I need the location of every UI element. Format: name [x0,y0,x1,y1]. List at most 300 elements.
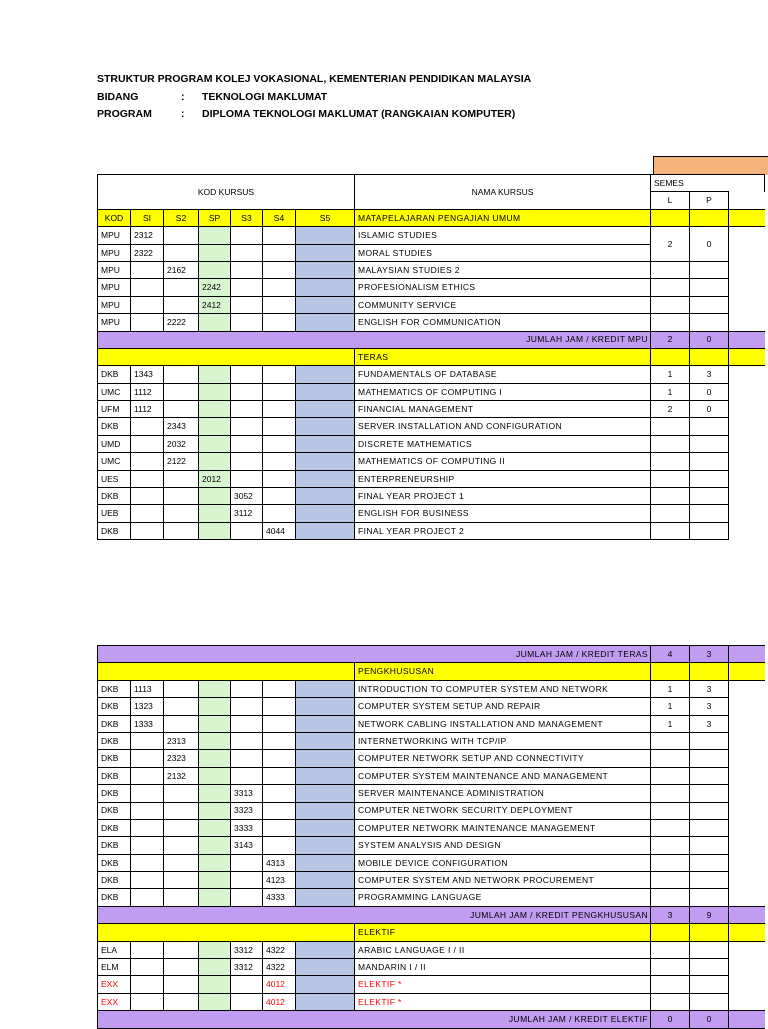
cell-sp [199,418,231,435]
section-title: ELEKTIF [355,924,651,941]
cell-sp [199,261,231,278]
cell-s4 [263,488,296,505]
cell-s3: 3333 [231,819,263,836]
cell-P: 0 [690,401,729,418]
course-name: ELEKTIF * [355,976,651,993]
table-row [98,889,765,906]
cell-kod: DKB [98,522,131,539]
margin-cell [729,715,765,732]
total-L: 0 [651,1011,690,1028]
cell-s2 [164,785,199,802]
course-table-upper [97,174,765,540]
cell-si [131,872,164,889]
document-header [97,71,531,124]
course-name: MALAYSIAN STUDIES 2 [355,261,651,278]
header-spacer [729,192,765,209]
table-row [98,837,765,854]
cell-sp [199,244,231,261]
cell-si: 1323 [131,698,164,715]
cell-s3: 3323 [231,802,263,819]
margin-cell [729,296,765,313]
total-row-teras [98,646,765,663]
cell-L [651,750,690,767]
cell-si [131,785,164,802]
cell-s3 [231,698,263,715]
cell-si [131,296,164,313]
cell-P: 0 [690,383,729,400]
cell-P [690,854,729,871]
cell-L [651,732,690,749]
cell-kod: DKB [98,889,131,906]
cell-si: 1333 [131,715,164,732]
cell-s2 [164,296,199,313]
yellow-cell [690,924,729,941]
margin-cell [729,680,765,697]
yellow-cell [729,924,765,941]
table-row [98,993,765,1010]
total-row-elektif [98,1011,765,1028]
cell-si [131,976,164,993]
cell-si [131,488,164,505]
section-title-mpu: MATAPELAJARAN PENGAJIAN UMUM [355,209,651,226]
course-name: ISLAMIC STUDIES [355,227,651,244]
cell-sp [199,366,231,383]
table-row [98,488,765,505]
cell-L [651,418,690,435]
cell-L [651,872,690,889]
course-name: PROGRAMMING LANGUAGE [355,889,651,906]
course-name: MATHEMATICS OF COMPUTING I [355,383,651,400]
cell-s3 [231,314,263,331]
cell-kod: UMC [98,383,131,400]
table-row [98,872,765,889]
cell-s2 [164,680,199,697]
cell-s5 [296,435,355,452]
margin-cell [729,698,765,715]
cell-P: 3 [690,366,729,383]
table-row [98,522,765,539]
cell-kod: DKB [98,872,131,889]
table-row [98,401,765,418]
cell-L [651,837,690,854]
cell-s5 [296,453,355,470]
course-name: DISCRETE MATHEMATICS [355,435,651,452]
cell-s5 [296,837,355,854]
total-P: 9 [690,906,729,923]
cell-s5 [296,261,355,278]
cell-kod: DKB [98,418,131,435]
cell-s5 [296,941,355,958]
cell-sp [199,488,231,505]
cell-si: 1343 [131,366,164,383]
margin-cell [729,854,765,871]
cell-s4 [263,227,296,244]
cell-kod: UMC [98,453,131,470]
kod-kursus-header: KOD KURSUS [98,175,355,210]
yellow-cell [651,209,690,226]
cell-s5 [296,488,355,505]
margin-cell [729,383,765,400]
yellow-cell [690,348,729,365]
cell-s4 [263,767,296,784]
cell-P [690,785,729,802]
cell-P [690,522,729,539]
cell-s5 [296,383,355,400]
yellow-cell [98,663,355,680]
margin-cell [729,314,765,331]
cell-L [651,889,690,906]
cell-s5 [296,959,355,976]
cell-s5 [296,976,355,993]
margin-cell [729,244,765,261]
cell-L [651,522,690,539]
course-name: INTRODUCTION TO COMPUTER SYSTEM AND NETWORK [355,680,651,697]
cell-kod: DKB [98,698,131,715]
col-sp: SP [199,209,231,226]
table-row [98,418,765,435]
cell-s3 [231,470,263,487]
cell-sp: 2412 [199,296,231,313]
yellow-cell [690,209,729,226]
cell-L [651,767,690,784]
cell-s3: 3143 [231,837,263,854]
cell-sp [199,976,231,993]
cell-s4: 4012 [263,993,296,1010]
cell-s2 [164,854,199,871]
cell-sp [199,959,231,976]
cell-s4 [263,802,296,819]
cell-s5 [296,401,355,418]
cell-s5 [296,785,355,802]
cell-s3 [231,279,263,296]
cell-L [651,296,690,313]
cell-P [690,889,729,906]
margin-cell [729,488,765,505]
nama-kursus-header: NAMA KURSUS [355,175,651,210]
cell-kod: MPU [98,261,131,278]
cell-s5 [296,993,355,1010]
table-row [98,680,765,697]
cell-s2 [164,522,199,539]
cell-s5 [296,227,355,244]
yellow-cell [651,924,690,941]
cell-s2 [164,872,199,889]
cell-s4 [263,698,296,715]
cell-si [131,453,164,470]
cell-s5 [296,366,355,383]
cell-s2 [164,698,199,715]
cell-L: 1 [651,383,690,400]
margin-cell [729,889,765,906]
cell-s2 [164,819,199,836]
cell-s5 [296,698,355,715]
cell-s4 [263,261,296,278]
table-row [98,785,765,802]
cell-sp [199,750,231,767]
margin-cell [729,505,765,522]
margin-cell [729,750,765,767]
cell-s2: 2343 [164,418,199,435]
cell-L [651,435,690,452]
yellow-cell [651,663,690,680]
cell-s3: 3052 [231,488,263,505]
cell-s5 [296,889,355,906]
cell-si [131,314,164,331]
margin-cell [729,959,765,976]
cell-s2 [164,837,199,854]
table-row [98,505,765,522]
table-row [98,802,765,819]
cell-L [651,959,690,976]
cell-s5 [296,767,355,784]
cell-s5 [296,715,355,732]
course-name: COMPUTER NETWORK SETUP AND CONNECTIVITY [355,750,651,767]
table-row [98,261,765,278]
col-si: SI [131,209,164,226]
cell-kod: EXX [98,976,131,993]
cell-s4: 4012 [263,976,296,993]
cell-s4 [263,453,296,470]
course-name: PROFESIONALISM ETHICS [355,279,651,296]
cell-sp [199,872,231,889]
cell-s3 [231,732,263,749]
margin-cell [729,418,765,435]
cell-P [690,872,729,889]
P-header: P [690,192,729,209]
cell-s3 [231,453,263,470]
cell-kod: DKB [98,750,131,767]
table-row [98,732,765,749]
cell-L [651,470,690,487]
col-s5: S5 [296,209,355,226]
cell-sp [199,698,231,715]
cell-kod: MPU [98,244,131,261]
cell-s2 [164,488,199,505]
table-row [98,453,765,470]
table-row [98,470,765,487]
purple-cell [729,331,765,348]
cell-kod: DKB [98,785,131,802]
cell-s3: 3112 [231,505,263,522]
cell-kod: MPU [98,279,131,296]
table-row [98,854,765,871]
cell-sp [199,802,231,819]
cell-kod: ELM [98,959,131,976]
cell-P-merged: 0 [690,227,729,262]
cell-si [131,941,164,958]
cell-s5 [296,505,355,522]
cell-kod: DKB [98,767,131,784]
cell-si [131,279,164,296]
total-L: 4 [651,646,690,663]
cell-L [651,279,690,296]
total-L: 2 [651,331,690,348]
cell-s3 [231,227,263,244]
cell-s4: 4313 [263,854,296,871]
cell-kod: UEB [98,505,131,522]
semester-header-bar [653,156,768,175]
cell-s4: 4322 [263,941,296,958]
cell-s2 [164,802,199,819]
cell-kod: DKB [98,837,131,854]
total-L: 3 [651,906,690,923]
course-name: FINAL YEAR PROJECT 1 [355,488,651,505]
cell-kod: DKB [98,488,131,505]
total-label: JUMLAH JAM / KREDIT MPU [98,331,651,348]
cell-P [690,941,729,958]
cell-s3 [231,993,263,1010]
cell-L: 1 [651,366,690,383]
purple-cell [729,906,765,923]
cell-si [131,802,164,819]
table-row [98,941,765,958]
cell-L [651,802,690,819]
cell-L-merged: 2 [651,227,690,262]
cell-s2 [164,993,199,1010]
cell-s2 [164,401,199,418]
course-name: FINAL YEAR PROJECT 2 [355,522,651,539]
cell-s2 [164,227,199,244]
cell-s5 [296,872,355,889]
col-s4: S4 [263,209,296,226]
L-header: L [651,192,690,209]
cell-L: 2 [651,401,690,418]
cell-s2 [164,279,199,296]
margin-cell [729,401,765,418]
cell-si [131,750,164,767]
cell-si [131,819,164,836]
cell-s2 [164,505,199,522]
cell-s5 [296,314,355,331]
document-title: STRUKTUR PROGRAM KOLEJ VOKASIONAL, KEMENTERIAN PENDIDIKAN MALAYSIA [97,73,532,85]
course-name: FINANCIAL MANAGEMENT [355,401,651,418]
cell-sp [199,383,231,400]
cell-sp [199,435,231,452]
cell-si [131,505,164,522]
program-colon: : [181,108,185,120]
course-name: MORAL STUDIES [355,244,651,261]
section-row-pengkhususan [98,663,765,680]
cell-P [690,802,729,819]
margin-cell [729,767,765,784]
cell-kod: DKB [98,819,131,836]
cell-P [690,959,729,976]
cell-kod: UES [98,470,131,487]
cell-s4 [263,785,296,802]
course-name: MOBILE DEVICE CONFIGURATION [355,854,651,871]
cell-L [651,505,690,522]
cell-si [131,837,164,854]
total-P: 0 [690,1011,729,1028]
cell-s4 [263,505,296,522]
cell-s4 [263,366,296,383]
cell-si: 1113 [131,680,164,697]
cell-si [131,732,164,749]
cell-sp [199,941,231,958]
cell-L [651,488,690,505]
cell-P [690,732,729,749]
cell-s3 [231,261,263,278]
section-row-elektif [98,924,765,941]
margin-cell [729,522,765,539]
cell-s5 [296,732,355,749]
cell-s5 [296,522,355,539]
cell-s5 [296,279,355,296]
cell-s4 [263,296,296,313]
course-table-lower [97,645,765,1029]
cell-s3 [231,435,263,452]
table-row [98,715,765,732]
table-row [98,296,765,313]
yellow-cell [690,663,729,680]
course-name: MANDARIN I / II [355,959,651,976]
course-name: COMPUTER SYSTEM SETUP AND REPAIR [355,698,651,715]
cell-s3 [231,366,263,383]
cell-kod: DKB [98,732,131,749]
yellow-cell [729,348,765,365]
cell-si [131,522,164,539]
cell-P [690,488,729,505]
course-name: SERVER INSTALLATION AND CONFIGURATION [355,418,651,435]
semester-header: SEMES [651,175,765,192]
cell-s3 [231,872,263,889]
cell-sp: 2242 [199,279,231,296]
cell-s4 [263,837,296,854]
cell-sp [199,227,231,244]
program-value: DIPLOMA TEKNOLOGI MAKLUMAT (RANGKAIAN KOMPUTER) [202,108,516,120]
cell-L: 1 [651,680,690,697]
cell-P [690,750,729,767]
total-label: JUMLAH JAM / KREDIT ELEKTIF [98,1011,651,1028]
bidang-label: BIDANG [97,90,139,103]
table-row [98,959,765,976]
cell-s2: 2032 [164,435,199,452]
yellow-cell [729,209,765,226]
cell-L [651,261,690,278]
col-s3: S3 [231,209,263,226]
cell-kod: DKB [98,854,131,871]
cell-s5 [296,854,355,871]
cell-s3 [231,383,263,400]
cell-L [651,819,690,836]
cell-si [131,854,164,871]
purple-cell [729,646,765,663]
section-title: TERAS [355,348,651,365]
cell-P [690,470,729,487]
cell-kod: UFM [98,401,131,418]
cell-si: 1112 [131,401,164,418]
margin-cell [729,470,765,487]
cell-s5 [296,296,355,313]
cell-s3: 3312 [231,941,263,958]
cell-kod: UMD [98,435,131,452]
table-header-row [98,175,765,192]
course-name: MATHEMATICS OF COMPUTING II [355,453,651,470]
table-row [98,698,765,715]
cell-s2: 2313 [164,732,199,749]
cell-s4 [263,401,296,418]
cell-sp [199,785,231,802]
cell-L: 1 [651,698,690,715]
cell-s4: 4044 [263,522,296,539]
cell-s3 [231,522,263,539]
cell-s3 [231,750,263,767]
cell-si: 2312 [131,227,164,244]
cell-si [131,993,164,1010]
cell-L [651,993,690,1010]
course-name: COMPUTER NETWORK SECURITY DEPLOYMENT [355,802,651,819]
cell-P [690,505,729,522]
